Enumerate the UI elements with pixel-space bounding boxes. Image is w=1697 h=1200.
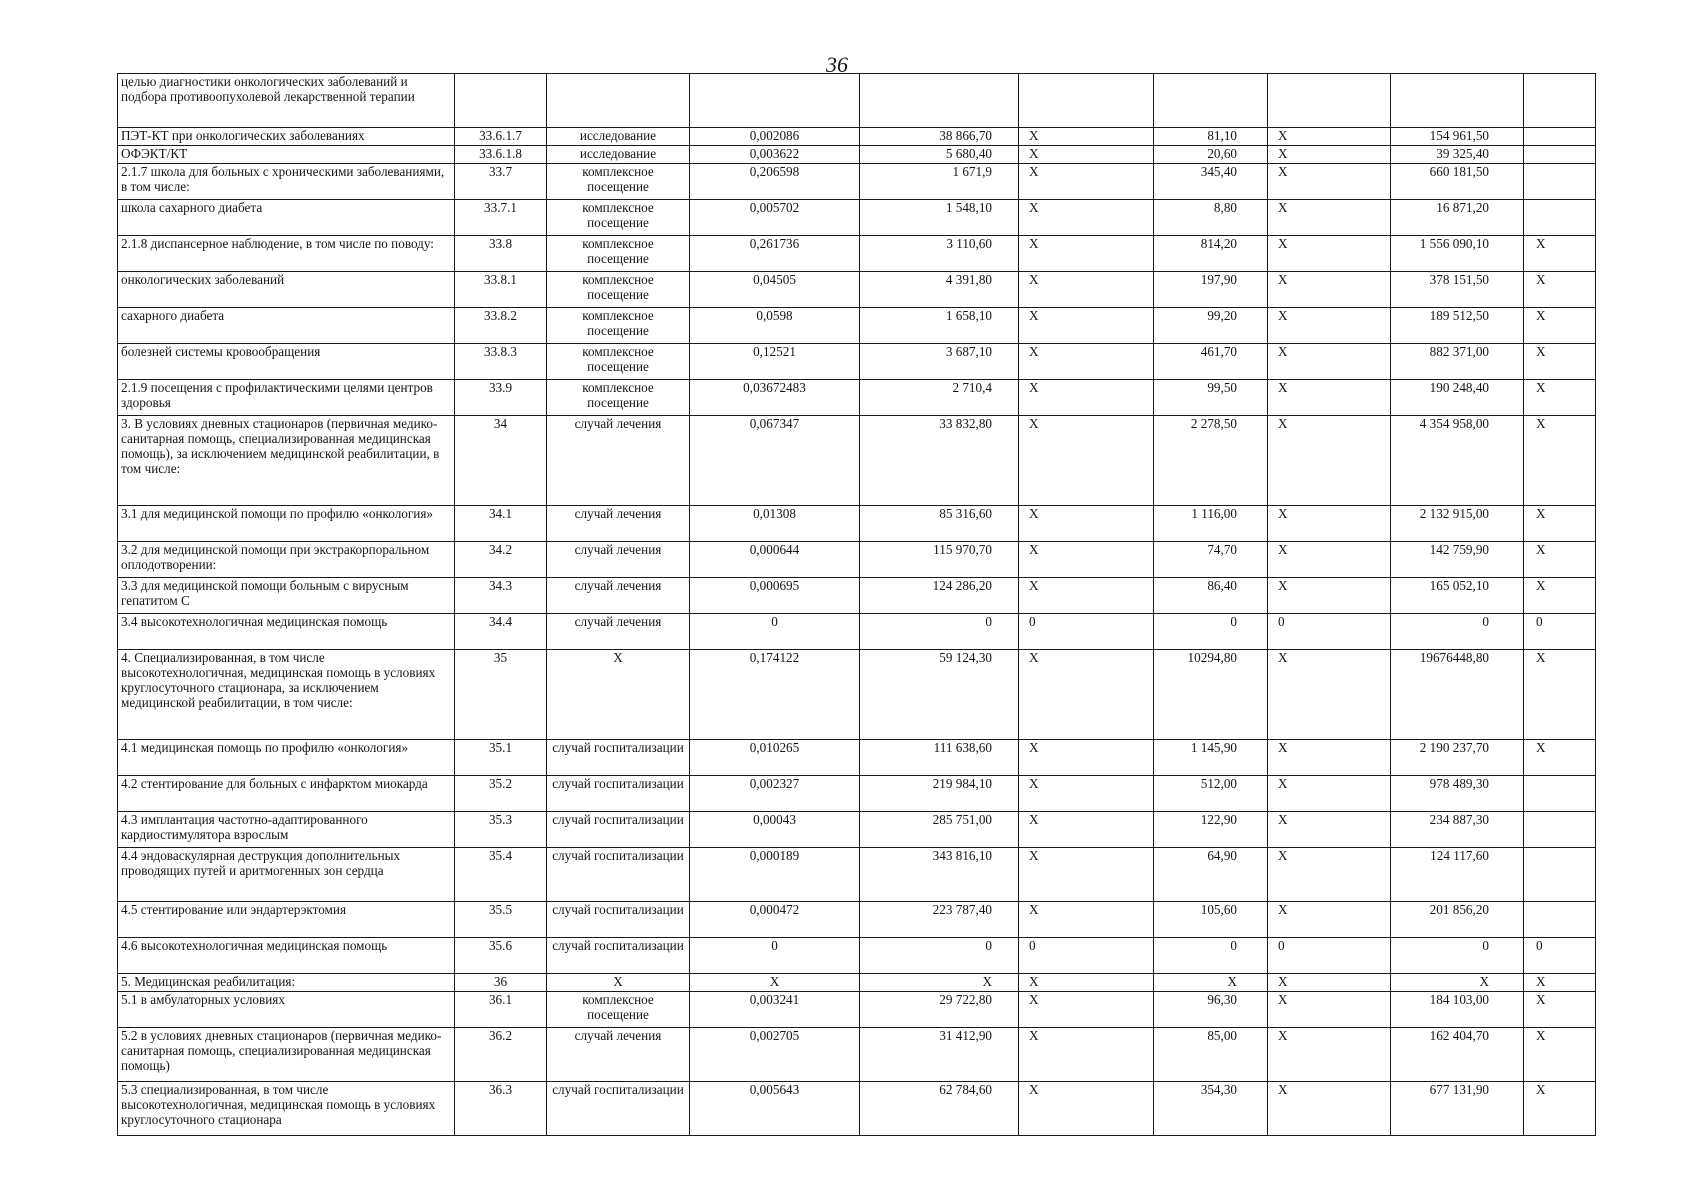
- row-total-cell: 2 190 237,70: [1391, 740, 1524, 776]
- row-mark2-cell: Х: [1268, 1028, 1391, 1082]
- row-mark2-cell: Х: [1268, 902, 1391, 938]
- row-mark3-cell: Х: [1524, 542, 1596, 578]
- table-row: [118, 776, 1596, 812]
- row-norm-cell: 0,003241: [690, 992, 860, 1028]
- row-fin-cell: 197,90: [1154, 272, 1268, 308]
- row-code-cell: 35.6: [455, 938, 547, 974]
- row-cost-cell: 223 787,40: [860, 902, 1019, 938]
- row-code-cell: 33.7.1: [455, 200, 547, 236]
- row-total-cell: 4 354 958,00: [1391, 416, 1524, 506]
- row-code-cell: 35: [455, 650, 547, 740]
- row-mark2-cell: Х: [1268, 236, 1391, 272]
- row-unit-cell: случай лечения: [547, 506, 690, 542]
- row-fin-cell: 10294,80: [1154, 650, 1268, 740]
- row-name-cell: целью диагностики онкологических заболеваний и подбора противоопухолевой лекарственной терапии: [118, 74, 455, 128]
- row-norm-cell: 0,174122: [690, 650, 860, 740]
- table-row: [118, 416, 1596, 506]
- row-norm-cell: 0,002705: [690, 1028, 860, 1082]
- row-fin-cell: 345,40: [1154, 164, 1268, 200]
- row-cost-cell: 115 970,70: [860, 542, 1019, 578]
- row-unit-cell: исследование: [547, 146, 690, 164]
- row-unit-cell: случай госпитализации: [547, 902, 690, 938]
- row-norm-cell: 0,003622: [690, 146, 860, 164]
- row-cost-cell: 124 286,20: [860, 578, 1019, 614]
- row-cost-cell: 33 832,80: [860, 416, 1019, 506]
- row-mark2-cell: Х: [1268, 974, 1391, 992]
- row-mark3-cell: Х: [1524, 974, 1596, 992]
- row-name-cell: 4.1 медицинская помощь по профилю «онкология»: [118, 740, 455, 776]
- row-fin-cell: 1 145,90: [1154, 740, 1268, 776]
- row-cost-cell: 219 984,10: [860, 776, 1019, 812]
- row-mark-cell: Х: [1019, 848, 1154, 902]
- row-fin-cell: 20,60: [1154, 146, 1268, 164]
- row-name-cell: 4.6 высокотехнологичная медицинская помощь: [118, 938, 455, 974]
- row-code-cell: 33.9: [455, 380, 547, 416]
- row-code-cell: 36: [455, 974, 547, 992]
- row-total-cell: 882 371,00: [1391, 344, 1524, 380]
- row-mark3-cell: Х: [1524, 992, 1596, 1028]
- row-mark2-cell: Х: [1268, 128, 1391, 146]
- row-unit-cell: Х: [547, 974, 690, 992]
- row-mark2-cell: Х: [1268, 848, 1391, 902]
- row-mark-cell: Х: [1019, 236, 1154, 272]
- row-name-cell: 4. Специализированная, в том числе высокотехнологичная, медицинская помощь в условиях круглосуточного стационара, за исключением медицинской реабилитации, в том числе:: [118, 650, 455, 740]
- row-mark-cell: 0: [1019, 614, 1154, 650]
- row-mark2-cell: Х: [1268, 380, 1391, 416]
- row-total-cell: 2 132 915,00: [1391, 506, 1524, 542]
- row-mark3-cell: Х: [1524, 272, 1596, 308]
- table-row: [118, 272, 1596, 308]
- row-fin-cell: 105,60: [1154, 902, 1268, 938]
- table-row: [118, 146, 1596, 164]
- row-total-cell: 39 325,40: [1391, 146, 1524, 164]
- row-mark2-cell: 0: [1268, 614, 1391, 650]
- row-fin-cell: 512,00: [1154, 776, 1268, 812]
- row-mark-cell: Х: [1019, 578, 1154, 614]
- row-mark-cell: 0: [1019, 938, 1154, 974]
- row-cost-cell: 1 671,9: [860, 164, 1019, 200]
- row-total-cell: 978 489,30: [1391, 776, 1524, 812]
- row-mark2-cell: Х: [1268, 776, 1391, 812]
- row-fin-cell: 85,00: [1154, 1028, 1268, 1082]
- row-fin-cell: 2 278,50: [1154, 416, 1268, 506]
- row-norm-cell: 0,00043: [690, 812, 860, 848]
- row-norm-cell: 0,000695: [690, 578, 860, 614]
- row-code-cell: 36.2: [455, 1028, 547, 1082]
- row-norm-cell: 0,000644: [690, 542, 860, 578]
- row-mark-cell: Х: [1019, 974, 1154, 992]
- row-mark3-cell: [1524, 848, 1596, 902]
- row-code-cell: 34.4: [455, 614, 547, 650]
- row-code-cell: 35.5: [455, 902, 547, 938]
- row-fin-cell: 814,20: [1154, 236, 1268, 272]
- row-fin-cell: 81,10: [1154, 128, 1268, 146]
- row-fin-cell: 8,80: [1154, 200, 1268, 236]
- row-total-cell: 189 512,50: [1391, 308, 1524, 344]
- row-unit-cell: случай лечения: [547, 416, 690, 506]
- row-name-cell: болезней системы кровообращения: [118, 344, 455, 380]
- row-mark-cell: [1019, 74, 1154, 128]
- row-fin-cell: 354,30: [1154, 1082, 1268, 1136]
- table-row: [118, 740, 1596, 776]
- row-total-cell: 154 961,50: [1391, 128, 1524, 146]
- row-mark-cell: Х: [1019, 812, 1154, 848]
- row-cost-cell: 3 687,10: [860, 344, 1019, 380]
- row-mark3-cell: [1524, 902, 1596, 938]
- row-fin-cell: 0: [1154, 938, 1268, 974]
- row-total-cell: 142 759,90: [1391, 542, 1524, 578]
- row-fin-cell: 64,90: [1154, 848, 1268, 902]
- row-norm-cell: 0: [690, 938, 860, 974]
- row-code-cell: 33.8.1: [455, 272, 547, 308]
- row-fin-cell: 1 116,00: [1154, 506, 1268, 542]
- row-cost-cell: 0: [860, 614, 1019, 650]
- row-norm-cell: 0,01308: [690, 506, 860, 542]
- table-row: [118, 236, 1596, 272]
- row-mark3-cell: 0: [1524, 614, 1596, 650]
- row-cost-cell: 38 866,70: [860, 128, 1019, 146]
- row-cost-cell: 29 722,80: [860, 992, 1019, 1028]
- row-mark-cell: Х: [1019, 308, 1154, 344]
- row-mark3-cell: Х: [1524, 416, 1596, 506]
- row-unit-cell: комплексное посещение: [547, 992, 690, 1028]
- row-fin-cell: 0: [1154, 614, 1268, 650]
- row-mark3-cell: [1524, 74, 1596, 128]
- row-total-cell: 0: [1391, 938, 1524, 974]
- row-mark3-cell: [1524, 128, 1596, 146]
- table-row: [118, 506, 1596, 542]
- row-mark2-cell: Х: [1268, 740, 1391, 776]
- row-fin-cell: 86,40: [1154, 578, 1268, 614]
- row-fin-cell: 122,90: [1154, 812, 1268, 848]
- row-name-cell: 4.5 стентирование или эндартерэктомия: [118, 902, 455, 938]
- row-cost-cell: [860, 74, 1019, 128]
- row-mark3-cell: Х: [1524, 236, 1596, 272]
- row-cost-cell: 0: [860, 938, 1019, 974]
- row-unit-cell: комплексное посещение: [547, 308, 690, 344]
- row-mark2-cell: Х: [1268, 542, 1391, 578]
- row-mark2-cell: Х: [1268, 992, 1391, 1028]
- row-mark-cell: Х: [1019, 128, 1154, 146]
- row-norm-cell: 0,005702: [690, 200, 860, 236]
- row-code-cell: 33.8: [455, 236, 547, 272]
- row-fin-cell: 99,50: [1154, 380, 1268, 416]
- row-cost-cell: 62 784,60: [860, 1082, 1019, 1136]
- row-norm-cell: 0,261736: [690, 236, 860, 272]
- row-unit-cell: комплексное посещение: [547, 272, 690, 308]
- row-code-cell: 35.3: [455, 812, 547, 848]
- row-code-cell: 33.8.2: [455, 308, 547, 344]
- row-norm-cell: 0: [690, 614, 860, 650]
- row-unit-cell: случай госпитализации: [547, 740, 690, 776]
- row-norm-cell: 0,12521: [690, 344, 860, 380]
- row-total-cell: 124 117,60: [1391, 848, 1524, 902]
- table-row: [118, 848, 1596, 902]
- row-unit-cell: [547, 74, 690, 128]
- row-code-cell: 35.1: [455, 740, 547, 776]
- row-mark-cell: Х: [1019, 1082, 1154, 1136]
- row-name-cell: 2.1.8 диспансерное наблюдение, в том числе по поводу:: [118, 236, 455, 272]
- row-norm-cell: 0,0598: [690, 308, 860, 344]
- row-mark-cell: Х: [1019, 650, 1154, 740]
- row-fin-cell: 96,30: [1154, 992, 1268, 1028]
- row-mark3-cell: Х: [1524, 1082, 1596, 1136]
- row-total-cell: 378 151,50: [1391, 272, 1524, 308]
- row-unit-cell: Х: [547, 650, 690, 740]
- row-mark2-cell: Х: [1268, 1082, 1391, 1136]
- table-row: [118, 308, 1596, 344]
- row-mark3-cell: Х: [1524, 578, 1596, 614]
- row-mark2-cell: Х: [1268, 272, 1391, 308]
- row-mark-cell: Х: [1019, 740, 1154, 776]
- row-name-cell: 5.1 в амбулаторных условиях: [118, 992, 455, 1028]
- row-mark2-cell: Х: [1268, 416, 1391, 506]
- row-code-cell: 34: [455, 416, 547, 506]
- row-code-cell: 34.1: [455, 506, 547, 542]
- table-row: [118, 380, 1596, 416]
- row-total-cell: 165 052,10: [1391, 578, 1524, 614]
- row-total-cell: 190 248,40: [1391, 380, 1524, 416]
- row-cost-cell: 1 658,10: [860, 308, 1019, 344]
- table-row: [118, 938, 1596, 974]
- row-code-cell: 33.6.1.7: [455, 128, 547, 146]
- row-name-cell: 5.3 специализированная, в том числе высокотехнологичная, медицинская помощь в условиях круглосуточного стационара: [118, 1082, 455, 1136]
- row-fin-cell: 99,20: [1154, 308, 1268, 344]
- row-mark2-cell: Х: [1268, 578, 1391, 614]
- row-unit-cell: случай лечения: [547, 542, 690, 578]
- row-norm-cell: 0,010265: [690, 740, 860, 776]
- table-row: [118, 578, 1596, 614]
- row-code-cell: 34.2: [455, 542, 547, 578]
- row-unit-cell: случай лечения: [547, 578, 690, 614]
- row-name-cell: 3. В условиях дневных стационаров (первичная медико-санитарная помощь, специализированная медицинская помощь), за исключением медицинской реабилитации, в том числе:: [118, 416, 455, 506]
- row-mark3-cell: Х: [1524, 1028, 1596, 1082]
- row-name-cell: 5.2 в условиях дневных стационаров (первичная медико-санитарная помощь, специализированная медицинская помощь): [118, 1028, 455, 1082]
- row-code-cell: [455, 74, 547, 128]
- row-cost-cell: 2 710,4: [860, 380, 1019, 416]
- row-code-cell: 33.7: [455, 164, 547, 200]
- row-unit-cell: случай госпитализации: [547, 938, 690, 974]
- row-name-cell: сахарного диабета: [118, 308, 455, 344]
- data-table: [117, 73, 1596, 1136]
- row-mark3-cell: [1524, 146, 1596, 164]
- row-mark-cell: Х: [1019, 902, 1154, 938]
- row-unit-cell: комплексное посещение: [547, 236, 690, 272]
- row-cost-cell: 5 680,40: [860, 146, 1019, 164]
- row-cost-cell: 4 391,80: [860, 272, 1019, 308]
- row-total-cell: 0: [1391, 614, 1524, 650]
- table-row: [118, 1082, 1596, 1136]
- row-mark3-cell: [1524, 164, 1596, 200]
- table-row: [118, 74, 1596, 128]
- row-norm-cell: 0,005643: [690, 1082, 860, 1136]
- row-mark3-cell: [1524, 200, 1596, 236]
- table-row: [118, 614, 1596, 650]
- table-row: [118, 650, 1596, 740]
- table-row: [118, 344, 1596, 380]
- row-norm-cell: 0,03672483: [690, 380, 860, 416]
- row-total-cell: 1 556 090,10: [1391, 236, 1524, 272]
- row-code-cell: 35.4: [455, 848, 547, 902]
- row-name-cell: 2.1.9 посещения с профилактическими целями центров здоровья: [118, 380, 455, 416]
- row-norm-cell: Х: [690, 974, 860, 992]
- row-total-cell: 234 887,30: [1391, 812, 1524, 848]
- row-name-cell: онкологических заболеваний: [118, 272, 455, 308]
- table-row: [118, 128, 1596, 146]
- row-mark-cell: Х: [1019, 1028, 1154, 1082]
- row-norm-cell: 0,000472: [690, 902, 860, 938]
- row-name-cell: 3.1 для медицинской помощи по профилю «онкология»: [118, 506, 455, 542]
- row-unit-cell: комплексное посещение: [547, 164, 690, 200]
- row-mark3-cell: Х: [1524, 344, 1596, 380]
- row-mark2-cell: [1268, 74, 1391, 128]
- row-code-cell: 36.3: [455, 1082, 547, 1136]
- row-norm-cell: 0,04505: [690, 272, 860, 308]
- row-mark-cell: Х: [1019, 992, 1154, 1028]
- row-code-cell: 34.3: [455, 578, 547, 614]
- row-mark2-cell: Х: [1268, 344, 1391, 380]
- row-cost-cell: 343 816,10: [860, 848, 1019, 902]
- row-total-cell: 660 181,50: [1391, 164, 1524, 200]
- row-mark-cell: Х: [1019, 344, 1154, 380]
- row-mark2-cell: Х: [1268, 506, 1391, 542]
- row-total-cell: 16 871,20: [1391, 200, 1524, 236]
- row-cost-cell: 285 751,00: [860, 812, 1019, 848]
- row-cost-cell: 1 548,10: [860, 200, 1019, 236]
- row-mark3-cell: Х: [1524, 650, 1596, 740]
- row-mark3-cell: Х: [1524, 506, 1596, 542]
- row-mark2-cell: Х: [1268, 164, 1391, 200]
- row-mark2-cell: 0: [1268, 938, 1391, 974]
- row-unit-cell: случай госпитализации: [547, 776, 690, 812]
- row-mark-cell: Х: [1019, 200, 1154, 236]
- row-mark2-cell: Х: [1268, 650, 1391, 740]
- row-mark3-cell: [1524, 776, 1596, 812]
- row-total-cell: 201 856,20: [1391, 902, 1524, 938]
- row-norm-cell: 0,000189: [690, 848, 860, 902]
- row-code-cell: 33.6.1.8: [455, 146, 547, 164]
- row-cost-cell: 59 124,30: [860, 650, 1019, 740]
- row-mark-cell: Х: [1019, 506, 1154, 542]
- row-mark-cell: Х: [1019, 416, 1154, 506]
- row-mark-cell: Х: [1019, 380, 1154, 416]
- row-norm-cell: 0,002327: [690, 776, 860, 812]
- row-total-cell: 162 404,70: [1391, 1028, 1524, 1082]
- row-name-cell: 3.2 для медицинской помощи при экстракорпоральном оплодотворении:: [118, 542, 455, 578]
- row-mark3-cell: Х: [1524, 380, 1596, 416]
- row-code-cell: 35.2: [455, 776, 547, 812]
- row-total-cell: 677 131,90: [1391, 1082, 1524, 1136]
- row-unit-cell: случай лечения: [547, 1028, 690, 1082]
- row-unit-cell: случай госпитализации: [547, 812, 690, 848]
- row-total-cell: Х: [1391, 974, 1524, 992]
- row-fin-cell: 461,70: [1154, 344, 1268, 380]
- table-row: [118, 812, 1596, 848]
- row-mark-cell: Х: [1019, 146, 1154, 164]
- row-norm-cell: 0,002086: [690, 128, 860, 146]
- row-mark-cell: Х: [1019, 272, 1154, 308]
- row-code-cell: 33.8.3: [455, 344, 547, 380]
- row-name-cell: 3.4 высокотехнологичная медицинская помощь: [118, 614, 455, 650]
- table-row: [118, 542, 1596, 578]
- row-name-cell: 4.2 стентирование для больных с инфарктом миокарда: [118, 776, 455, 812]
- row-fin-cell: Х: [1154, 974, 1268, 992]
- row-unit-cell: случай госпитализации: [547, 1082, 690, 1136]
- row-total-cell: [1391, 74, 1524, 128]
- row-mark3-cell: [1524, 812, 1596, 848]
- row-name-cell: 4.3 имплантация частотно-адаптированного кардиостимулятора взрослым: [118, 812, 455, 848]
- row-cost-cell: 85 316,60: [860, 506, 1019, 542]
- table-row: [118, 200, 1596, 236]
- table-row: [118, 902, 1596, 938]
- row-mark3-cell: 0: [1524, 938, 1596, 974]
- row-cost-cell: Х: [860, 974, 1019, 992]
- row-norm-cell: 0,067347: [690, 416, 860, 506]
- row-code-cell: 36.1: [455, 992, 547, 1028]
- row-mark2-cell: Х: [1268, 812, 1391, 848]
- row-fin-cell: [1154, 74, 1268, 128]
- row-mark-cell: Х: [1019, 164, 1154, 200]
- row-mark3-cell: Х: [1524, 740, 1596, 776]
- row-unit-cell: комплексное посещение: [547, 344, 690, 380]
- row-name-cell: 3.3 для медицинской помощи больным с вирусным гепатитом С: [118, 578, 455, 614]
- row-cost-cell: 3 110,60: [860, 236, 1019, 272]
- row-mark-cell: Х: [1019, 542, 1154, 578]
- row-mark2-cell: Х: [1268, 200, 1391, 236]
- row-total-cell: 19676448,80: [1391, 650, 1524, 740]
- row-mark2-cell: Х: [1268, 146, 1391, 164]
- table-row: [118, 1028, 1596, 1082]
- row-norm-cell: [690, 74, 860, 128]
- row-mark3-cell: Х: [1524, 308, 1596, 344]
- row-mark2-cell: Х: [1268, 308, 1391, 344]
- row-name-cell: 2.1.7 школа для больных с хроническими заболеваниями, в том числе:: [118, 164, 455, 200]
- row-mark-cell: Х: [1019, 776, 1154, 812]
- row-name-cell: 4.4 эндоваскулярная деструкция дополнительных проводящих путей и аритмогенных зон сердца: [118, 848, 455, 902]
- row-name-cell: ПЭТ-КТ при онкологических заболеваниях: [118, 128, 455, 146]
- row-name-cell: ОФЭКТ/КТ: [118, 146, 455, 164]
- row-unit-cell: комплексное посещение: [547, 200, 690, 236]
- page-number: 36: [826, 52, 848, 77]
- table-body: [118, 74, 1596, 1136]
- row-norm-cell: 0,206598: [690, 164, 860, 200]
- row-name-cell: школа сахарного диабета: [118, 200, 455, 236]
- table-row: [118, 974, 1596, 992]
- row-unit-cell: случай госпитализации: [547, 848, 690, 902]
- table-row: [118, 992, 1596, 1028]
- row-cost-cell: 111 638,60: [860, 740, 1019, 776]
- row-cost-cell: 31 412,90: [860, 1028, 1019, 1082]
- table-row: [118, 164, 1596, 200]
- row-unit-cell: исследование: [547, 128, 690, 146]
- row-total-cell: 184 103,00: [1391, 992, 1524, 1028]
- row-unit-cell: случай лечения: [547, 614, 690, 650]
- row-name-cell: 5. Медицинская реабилитация:: [118, 974, 455, 992]
- row-fin-cell: 74,70: [1154, 542, 1268, 578]
- row-unit-cell: комплексное посещение: [547, 380, 690, 416]
